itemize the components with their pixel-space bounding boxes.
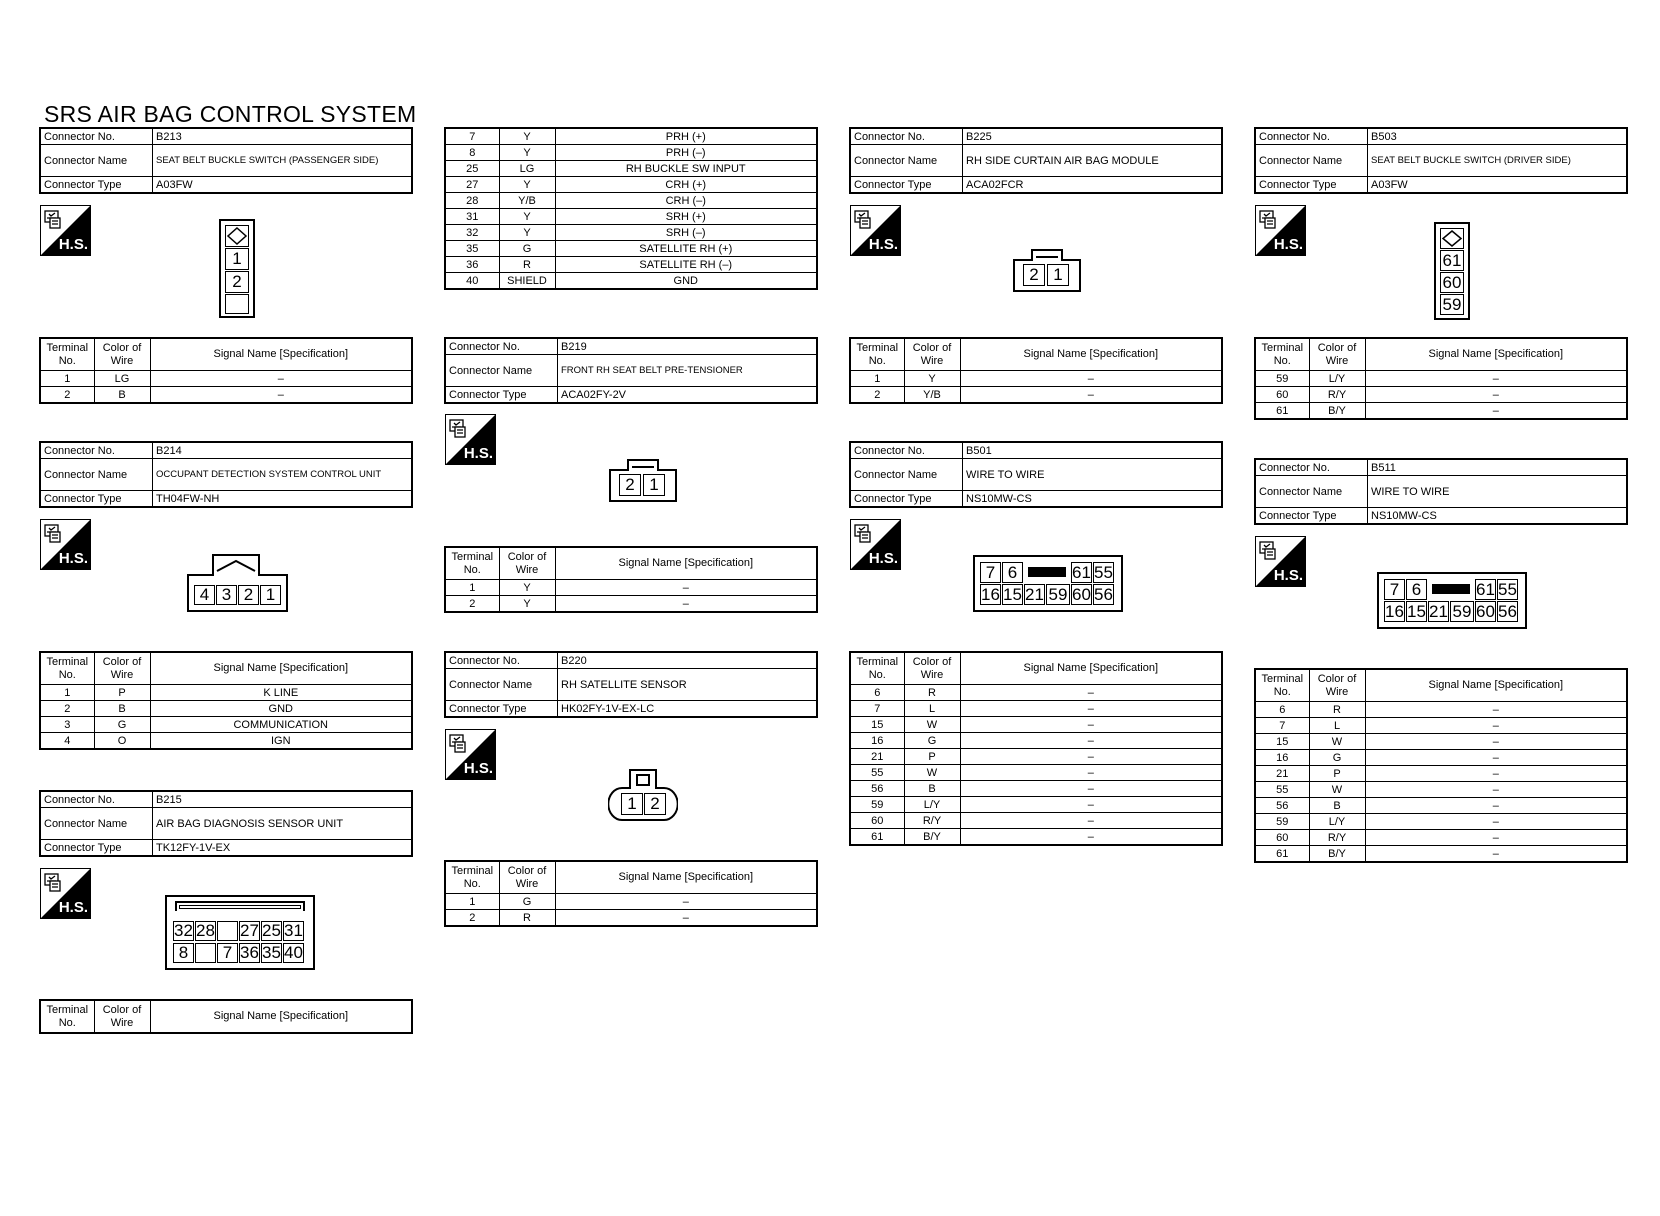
- signal-name-cell: –: [555, 894, 817, 910]
- terminal-no-cell: 7: [1255, 718, 1309, 734]
- terminal-no-cell: 16: [1255, 750, 1309, 766]
- terminal-no-cell: 21: [850, 749, 904, 765]
- connector-type: TK12FY-1V-EX: [153, 840, 413, 857]
- connector-b215-face: 32 28 27 25 31 8 7 36 35 40: [165, 895, 315, 970]
- table-row: [445, 580, 817, 596]
- signal-name-cell: –: [1365, 814, 1627, 830]
- connector-no: B501: [963, 442, 1223, 459]
- terminal-no-cell: 61: [1255, 846, 1309, 863]
- terminal-no-cell: 59: [850, 797, 904, 813]
- wire-color-cell: P: [904, 749, 960, 765]
- connector-no: B215: [153, 791, 413, 808]
- terminal-no-cell: 35: [445, 241, 499, 257]
- signal-name-cell: –: [555, 580, 817, 596]
- terminal-no-cell: 40: [445, 273, 499, 290]
- signal-name-cell: –: [150, 387, 412, 404]
- terminal-table-b220: Terminal No. Color of Wire Signal Name [Specification] 1 G – 2 R –: [444, 860, 818, 927]
- connector-b214-header: Connector No. B214 Connector Name OCCUPANT DETECTION SYSTEM CONTROL UNIT Connector Type TH04FW-NH: [39, 441, 413, 508]
- table-row: [445, 161, 817, 177]
- hs-badge-label: H.S.: [1273, 567, 1303, 584]
- signal-name-cell: –: [1365, 403, 1627, 420]
- wire-color-cell: W: [1309, 734, 1365, 750]
- wire-color-cell: LG: [94, 371, 150, 387]
- table-row: [445, 596, 817, 613]
- wire-color-cell: Y: [499, 225, 555, 241]
- terminal-no-cell: 1: [40, 685, 94, 701]
- table-row: [850, 797, 1222, 813]
- terminal-table-b219: Terminal No. Color of Wire Signal Name [Specification] 1 Y – 2 Y –: [444, 546, 818, 613]
- connector-b214-face: 4 3 2 1: [186, 553, 290, 613]
- terminal-no-cell: 6: [1255, 702, 1309, 718]
- wire-color-cell: R: [904, 685, 960, 701]
- signal-name-cell: CRH (+): [555, 177, 817, 193]
- connector-type: A03FW: [1368, 177, 1628, 194]
- terminal-no-cell: 56: [850, 781, 904, 797]
- table-row: [1255, 814, 1627, 830]
- table-row: [445, 145, 817, 161]
- terminal-no-cell: 25: [445, 161, 499, 177]
- signal-name-cell: –: [150, 371, 412, 387]
- wire-color-cell: G: [499, 894, 555, 910]
- table-row: [1255, 830, 1627, 846]
- terminal-no-cell: 36: [445, 257, 499, 273]
- connector-no: B220: [558, 652, 818, 669]
- terminal-no-cell: 16: [850, 733, 904, 749]
- wire-color-cell: B: [1309, 798, 1365, 814]
- signal-name-cell: –: [960, 813, 1222, 829]
- signal-name-cell: PRH (–): [555, 145, 817, 161]
- hs-badge-icon: [40, 205, 91, 256]
- wire-color-cell: Y/B: [499, 193, 555, 209]
- connector-name: FRONT RH SEAT BELT PRE-TENSIONER: [558, 355, 818, 387]
- pin: 2: [225, 271, 249, 293]
- table-row: [40, 701, 412, 717]
- terminal-no-cell: 2: [445, 596, 499, 613]
- terminal-no-cell: 6: [850, 685, 904, 701]
- connector-b511-face: 7 6 61 55 16 15 21 59 60 56: [1377, 572, 1527, 629]
- terminal-no-cell: 31: [445, 209, 499, 225]
- table-row: [850, 717, 1222, 733]
- signal-name-cell: COMMUNICATION: [150, 717, 412, 733]
- terminal-no-cell: 61: [850, 829, 904, 846]
- table-row: [445, 257, 817, 273]
- hs-badge-label: H.S.: [58, 550, 88, 567]
- connector-type: ACA02FY-2V: [558, 387, 818, 404]
- hs-badge-label: H.S.: [58, 236, 88, 253]
- wire-color-cell: Y: [499, 128, 555, 145]
- connector-b215-header: Connector No. B215 Connector Name AIR BAG DIAGNOSIS SENSOR UNIT Connector Type TK12FY-1V-EX: [39, 790, 413, 857]
- terminal-no-cell: 27: [445, 177, 499, 193]
- connector-no: B219: [558, 338, 818, 355]
- wire-color-cell: R: [499, 910, 555, 927]
- table-row: [40, 685, 412, 701]
- wire-color-cell: Y: [499, 596, 555, 613]
- hs-badge-label: H.S.: [58, 899, 88, 916]
- signal-name-cell: –: [1365, 387, 1627, 403]
- connector-b213-face: [219, 219, 255, 318]
- connector-no: B503: [1368, 128, 1628, 145]
- terminal-no-cell: 8: [445, 145, 499, 161]
- wire-color-cell: Y: [499, 580, 555, 596]
- terminal-no-cell: 59: [1255, 371, 1309, 387]
- terminal-no-cell: 7: [850, 701, 904, 717]
- table-row: [1255, 782, 1627, 798]
- table-row: [1255, 766, 1627, 782]
- signal-name-cell: PRH (+): [555, 128, 817, 145]
- hs-badge-icon: [40, 519, 91, 570]
- table-row: [445, 209, 817, 225]
- connector-b220-header: Connector No. B220 Connector Name RH SATELLITE SENSOR Connector Type HK02FY-1V-EX-LC: [444, 651, 818, 718]
- wire-color-cell: W: [1309, 782, 1365, 798]
- signal-name-cell: –: [1365, 846, 1627, 863]
- connector-type: TH04FW-NH: [153, 491, 413, 508]
- terminal-no-cell: 60: [850, 813, 904, 829]
- connector-name: RH SATELLITE SENSOR: [558, 669, 818, 701]
- connector-name: RH SIDE CURTAIN AIR BAG MODULE: [963, 145, 1223, 177]
- terminal-table-b511: Terminal No. Color of Wire Signal Name [Specification] 6 R – 7 L – 15 W – 16 G – 21 P – 55 W – 56 B – 59 L/Y – 60 R/Y – 61 B/Y –: [1254, 668, 1628, 863]
- hs-badge-label: H.S.: [868, 236, 898, 253]
- wire-color-cell: Y: [499, 145, 555, 161]
- table-row: [850, 829, 1222, 846]
- connector-name: SEAT BELT BUCKLE SWITCH (PASSENGER SIDE): [153, 145, 413, 177]
- terminal-no-cell: 4: [40, 733, 94, 750]
- table-row: [1255, 403, 1627, 420]
- wire-color-cell: R: [1309, 702, 1365, 718]
- table-row: [850, 781, 1222, 797]
- table-row: [445, 193, 817, 209]
- connector-no: B511: [1368, 459, 1628, 476]
- wire-color-cell: G: [904, 733, 960, 749]
- label-connector-no: Connector No.: [40, 128, 153, 145]
- connector-type: NS10MW-CS: [963, 491, 1223, 508]
- signal-name-cell: –: [1365, 798, 1627, 814]
- terminal-no-cell: 59: [1255, 814, 1309, 830]
- connector-b503-header: Connector No. B503 Connector Name SEAT BELT BUCKLE SWITCH (DRIVER SIDE) Connector Type A03FW: [1254, 127, 1628, 194]
- wire-color-cell: Y: [499, 209, 555, 225]
- signal-name-cell: GND: [555, 273, 817, 290]
- terminal-table-b225: Terminal No. Color of Wire Signal Name [Specification] 1 Y – 2 Y/B –: [849, 337, 1223, 404]
- connector-b501-header: Connector No. B501 Connector Name WIRE TO WIRE Connector Type NS10MW-CS: [849, 441, 1223, 508]
- wire-color-cell: SHIELD: [499, 273, 555, 290]
- terminal-no-cell: 60: [1255, 830, 1309, 846]
- table-row: [1255, 371, 1627, 387]
- signal-name-cell: SATELLITE RH (–): [555, 257, 817, 273]
- signal-name-cell: –: [960, 371, 1222, 387]
- connector-no: B213: [153, 128, 413, 145]
- terminal-no-cell: 2: [40, 701, 94, 717]
- table-row: [445, 177, 817, 193]
- page-title: SRS AIR BAG CONTROL SYSTEM: [44, 101, 417, 127]
- table-row: [1255, 846, 1627, 863]
- wire-color-cell: B/Y: [904, 829, 960, 846]
- table-row: [40, 371, 412, 387]
- connector-b213-header: [39, 127, 413, 194]
- terminal-no-cell: 56: [1255, 798, 1309, 814]
- connector-name: SEAT BELT BUCKLE SWITCH (DRIVER SIDE): [1368, 145, 1628, 177]
- wire-color-cell: P: [94, 685, 150, 701]
- connector-b225-face: 2 1: [1012, 248, 1082, 293]
- hs-badge-icon: [1255, 205, 1306, 256]
- table-row: [850, 371, 1222, 387]
- terminal-no-cell: 1: [445, 580, 499, 596]
- connector-name: WIRE TO WIRE: [963, 459, 1223, 491]
- wire-color-cell: P: [1309, 766, 1365, 782]
- signal-name-cell: –: [960, 749, 1222, 765]
- table-row: [445, 273, 817, 290]
- label-connector-type: Connector Type: [40, 177, 153, 194]
- terminal-no-cell: 55: [850, 765, 904, 781]
- connector-b501-face: 7 6 61 55 16 15 21 59 60 56: [973, 555, 1123, 612]
- signal-name-cell: SATELLITE RH (+): [555, 241, 817, 257]
- hs-badge-icon: [40, 868, 91, 919]
- terminal-no-cell: 21: [1255, 766, 1309, 782]
- connector-type: A03FW: [153, 177, 413, 194]
- wire-color-cell: B: [94, 701, 150, 717]
- wire-color-cell: R/Y: [904, 813, 960, 829]
- table-row: [40, 387, 412, 404]
- connector-b219-face: 2 1: [608, 458, 678, 503]
- wire-color-cell: G: [499, 241, 555, 257]
- wire-color-cell: R: [499, 257, 555, 273]
- terminal-no-cell: 1: [850, 371, 904, 387]
- table-row: [1255, 798, 1627, 814]
- table-row: [445, 241, 817, 257]
- table-row: [850, 733, 1222, 749]
- wire-color-cell: G: [94, 717, 150, 733]
- table-row: [40, 717, 412, 733]
- wire-color-cell: L/Y: [1309, 371, 1365, 387]
- pin: 1: [225, 248, 249, 270]
- table-row: [445, 225, 817, 241]
- signal-name-cell: –: [960, 717, 1222, 733]
- terminal-no-cell: 60: [1255, 387, 1309, 403]
- signal-name-cell: –: [555, 596, 817, 613]
- terminal-table-b215: [444, 127, 818, 290]
- table-row: [850, 387, 1222, 404]
- connector-b220-face: 1 2: [608, 766, 678, 824]
- hs-badge-label: H.S.: [1273, 236, 1303, 253]
- signal-name-cell: –: [960, 685, 1222, 701]
- signal-name-cell: –: [555, 910, 817, 927]
- connector-b219-header: Connector No. B219 Connector Name FRONT RH SEAT BELT PRE-TENSIONER Connector Type ACA02FY-2V: [444, 337, 818, 404]
- hs-badge-icon: [445, 414, 496, 465]
- wire-color-cell: LG: [499, 161, 555, 177]
- wire-color-cell: B/Y: [1309, 403, 1365, 420]
- connector-no: B225: [963, 128, 1223, 145]
- table-row: [40, 733, 412, 750]
- terminal-no-cell: 32: [445, 225, 499, 241]
- signal-name-cell: –: [1365, 782, 1627, 798]
- table-row: [850, 813, 1222, 829]
- signal-name-cell: –: [1365, 718, 1627, 734]
- signal-name-cell: SRH (–): [555, 225, 817, 241]
- signal-name-cell: IGN: [150, 733, 412, 750]
- terminal-table-b213: Terminal No. Color of Wire Signal Name [Specification] 1 LG – 2 B –: [39, 337, 413, 404]
- table-row: [1255, 702, 1627, 718]
- wire-color-cell: W: [904, 765, 960, 781]
- terminal-no-cell: 15: [1255, 734, 1309, 750]
- signal-name-cell: –: [960, 829, 1222, 846]
- connector-b503-face: 61 60 59: [1434, 222, 1470, 320]
- wire-color-cell: B: [94, 387, 150, 404]
- table-row: [850, 749, 1222, 765]
- table-row: [1255, 718, 1627, 734]
- signal-name-cell: SRH (+): [555, 209, 817, 225]
- hs-badge-icon: [850, 205, 901, 256]
- signal-name-cell: –: [960, 701, 1222, 717]
- terminal-no-cell: 28: [445, 193, 499, 209]
- terminal-no-cell: 55: [1255, 782, 1309, 798]
- signal-name-cell: –: [960, 781, 1222, 797]
- wire-color-cell: R/Y: [1309, 830, 1365, 846]
- connector-name: WIRE TO WIRE: [1368, 476, 1628, 508]
- signal-name-cell: –: [1365, 830, 1627, 846]
- table-row: [850, 685, 1222, 701]
- table-row: [445, 910, 817, 927]
- signal-name-cell: K LINE: [150, 685, 412, 701]
- connector-b225-header: Connector No. B225 Connector Name RH SIDE CURTAIN AIR BAG MODULE Connector Type ACA02FCR: [849, 127, 1223, 194]
- wire-color-cell: B/Y: [1309, 846, 1365, 863]
- hs-badge-label: H.S.: [463, 760, 493, 777]
- hs-badge-label: H.S.: [868, 550, 898, 567]
- signal-name-cell: RH BUCKLE SW INPUT: [555, 161, 817, 177]
- terminal-no-cell: 1: [40, 371, 94, 387]
- table-row: [1255, 734, 1627, 750]
- wire-color-cell: W: [904, 717, 960, 733]
- connector-no: B214: [153, 442, 413, 459]
- table-row: [1255, 387, 1627, 403]
- terminal-no-cell: 61: [1255, 403, 1309, 420]
- signal-name-cell: –: [1365, 371, 1627, 387]
- terminal-no-cell: 7: [445, 128, 499, 145]
- connector-type: NS10MW-CS: [1368, 508, 1628, 525]
- signal-name-cell: –: [1365, 702, 1627, 718]
- terminal-no-cell: 2: [445, 910, 499, 927]
- terminal-table-b215-header: Terminal No. Color of Wire Signal Name [Specification]: [39, 999, 413, 1034]
- connector-type: ACA02FCR: [963, 177, 1223, 194]
- wire-color-cell: R/Y: [1309, 387, 1365, 403]
- wire-color-cell: Y/B: [904, 387, 960, 404]
- wire-color-cell: L: [904, 701, 960, 717]
- table-row: [850, 701, 1222, 717]
- signal-name-cell: –: [960, 733, 1222, 749]
- hs-badge-label: H.S.: [463, 445, 493, 462]
- hs-badge-icon: [850, 519, 901, 570]
- table-row: [1255, 750, 1627, 766]
- signal-name-cell: –: [1365, 734, 1627, 750]
- terminal-no-cell: 2: [40, 387, 94, 404]
- terminal-no-cell: 1: [445, 894, 499, 910]
- label-connector-name: Connector Name: [40, 145, 153, 177]
- wire-color-cell: L: [1309, 718, 1365, 734]
- connector-name: AIR BAG DIAGNOSIS SENSOR UNIT: [153, 808, 413, 840]
- terminal-table-b214: Terminal No. Color of Wire Signal Name [Specification] 1 P K LINE 2 B GND 3 G COMMUNICATION 4 O IGN: [39, 651, 413, 750]
- wire-color-cell: Y: [904, 371, 960, 387]
- hs-badge-icon: [445, 729, 496, 780]
- connector-name: OCCUPANT DETECTION SYSTEM CONTROL UNIT: [153, 459, 413, 491]
- wire-color-cell: O: [94, 733, 150, 750]
- connector-b511-header: Connector No. B511 Connector Name WIRE TO WIRE Connector Type NS10MW-CS: [1254, 458, 1628, 525]
- hs-badge-icon: [1255, 536, 1306, 587]
- empty-cavity: [225, 294, 249, 314]
- wire-color-cell: L/Y: [904, 797, 960, 813]
- table-row: [445, 128, 817, 145]
- connector-type: HK02FY-1V-EX-LC: [558, 701, 818, 718]
- terminal-table-b501: Terminal No. Color of Wire Signal Name [Specification] 6 R – 7 L – 15 W – 16 G – 21 P – 55 W – 56 B – 59 L/Y – 60 R/Y – 61 B/Y –: [849, 651, 1223, 846]
- signal-name-cell: GND: [150, 701, 412, 717]
- terminal-no-cell: 15: [850, 717, 904, 733]
- signal-name-cell: –: [960, 797, 1222, 813]
- wire-color-cell: B: [904, 781, 960, 797]
- signal-name-cell: CRH (–): [555, 193, 817, 209]
- signal-name-cell: –: [1365, 766, 1627, 782]
- signal-name-cell: –: [960, 387, 1222, 404]
- terminal-no-cell: 3: [40, 717, 94, 733]
- terminal-table-b503: Terminal No. Color of Wire Signal Name [Specification] 59 L/Y – 60 R/Y – 61 B/Y –: [1254, 337, 1628, 420]
- wire-color-cell: Y: [499, 177, 555, 193]
- signal-name-cell: –: [1365, 750, 1627, 766]
- table-row: [850, 765, 1222, 781]
- table-row: [445, 894, 817, 910]
- wire-color-cell: L/Y: [1309, 814, 1365, 830]
- signal-name-cell: –: [960, 765, 1222, 781]
- terminal-no-cell: 2: [850, 387, 904, 404]
- wire-color-cell: G: [1309, 750, 1365, 766]
